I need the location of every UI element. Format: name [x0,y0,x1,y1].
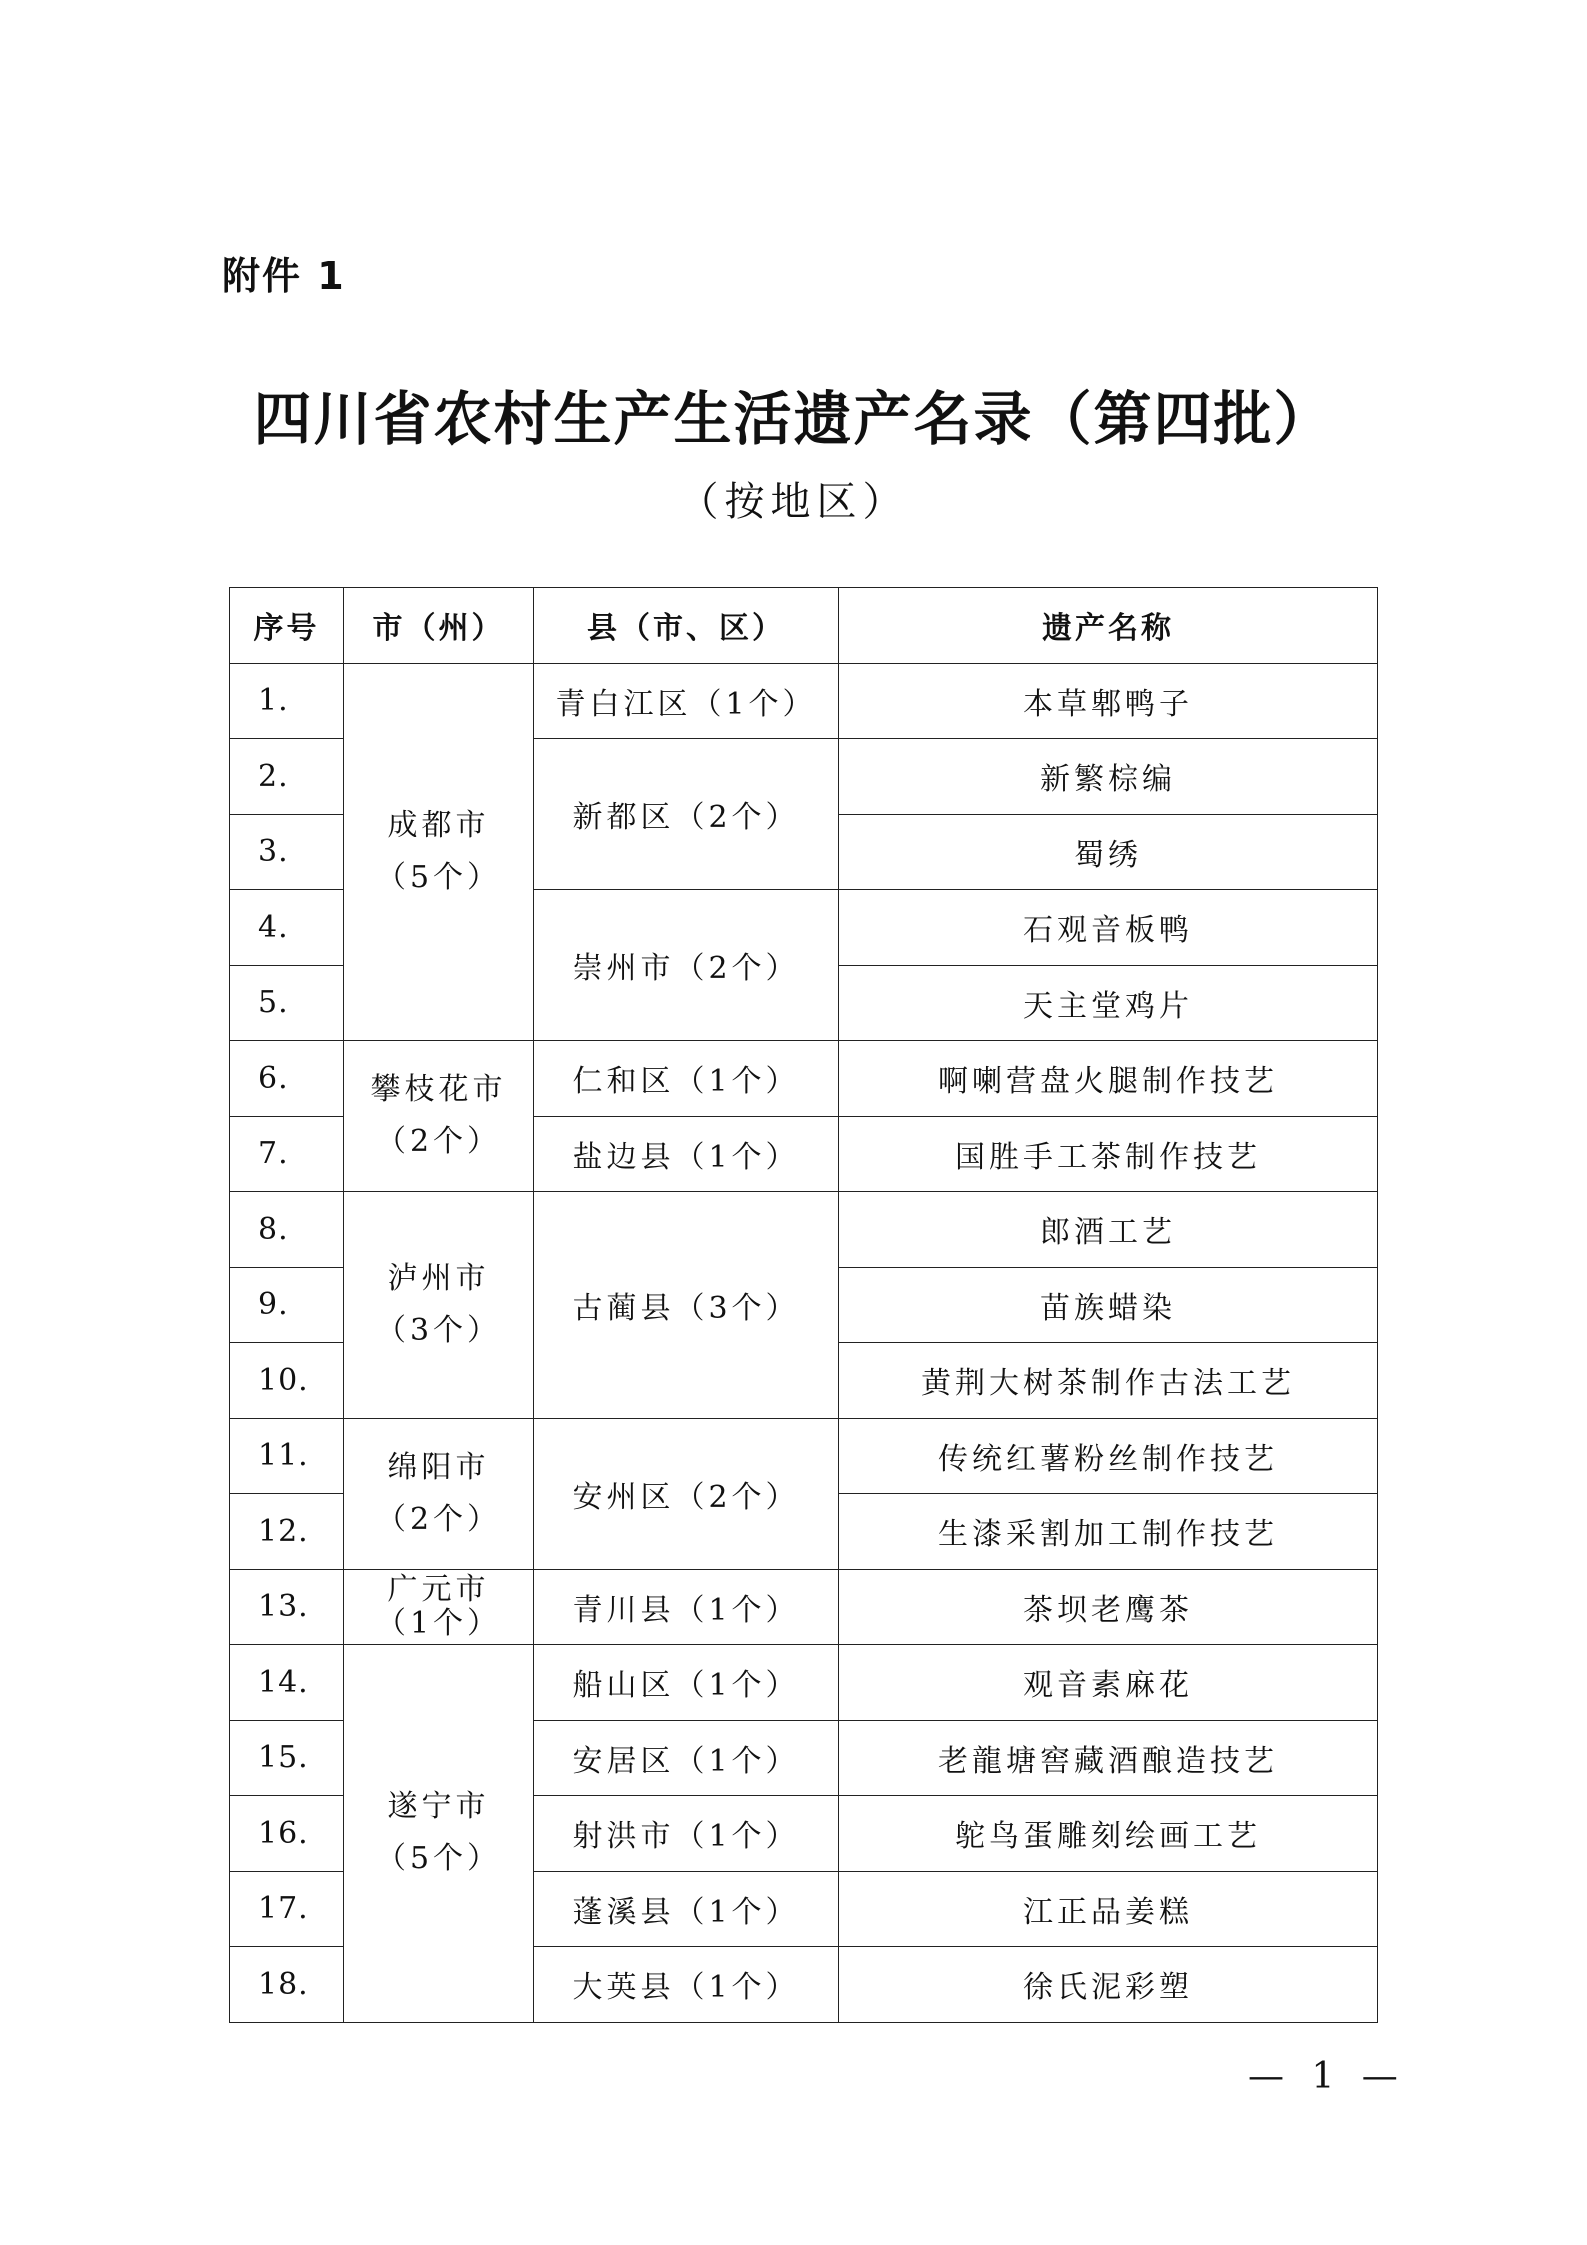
row-seq: 18. [230,1947,344,2023]
heritage-cell: 郎酒工艺 [839,1192,1378,1268]
row-seq: 7. [230,1116,344,1192]
row-seq: 6. [230,1041,344,1117]
row-seq: 4. [230,890,344,966]
header-county: 县（市、区） [534,588,839,664]
city-count: （2个） [375,1124,502,1159]
heritage-cell: 江正品姜糕 [839,1871,1378,1947]
heritage-cell: 啊喇营盘火腿制作技艺 [839,1041,1378,1117]
row-seq: 10. [230,1343,344,1419]
heritage-cell: 石观音板鸭 [839,890,1378,966]
city-name: 遂宁市 [387,1789,490,1825]
header-seq: 序号 [230,588,344,664]
table-header-row [230,588,1378,664]
city-count: （1个） [375,1605,502,1641]
city-name: 泸州市 [387,1260,490,1296]
city-count: （2个） [375,1501,502,1537]
city-name: 绵阳市 [387,1449,490,1485]
table-row [230,1645,1378,1721]
city-cell [344,1041,534,1192]
heritage-cell: 国胜手工茶制作技艺 [839,1116,1378,1192]
county-cell: 崇州市（2个） [534,890,839,1041]
heritage-cell: 老龍塘窖藏酒酿造技艺 [839,1720,1378,1796]
heritage-cell: 本草郫鸭子 [839,663,1378,739]
page-title: 四川省农村生产生活遗产名录（第四批） [253,385,1334,453]
county-cell: 盐边县（1个） [534,1116,839,1192]
heritage-cell: 黄荆大树茶制作古法工艺 [839,1343,1378,1419]
row-seq: 1. [230,663,344,739]
county-cell: 仁和区（1个） [534,1041,839,1117]
heritage-cell: 蜀绣 [839,814,1378,890]
header-city: 市（州） [344,588,534,664]
row-seq: 9. [230,1267,344,1343]
county-cell: 安州区（2个） [534,1418,839,1569]
table-row [230,663,1378,739]
row-seq: 3. [230,814,344,890]
attachment-label: 附件 1 [222,254,346,298]
city-name: 攀枝花市 [370,1072,507,1107]
heritage-table [229,587,1378,2023]
city-cell [344,1569,534,1645]
table-row [230,1418,1378,1494]
page-number: — 1 — [1248,2056,1406,2097]
header-heritage: 遗产名称 [839,588,1378,664]
row-seq: 11. [230,1418,344,1494]
row-seq: 2. [230,739,344,815]
county-cell: 青白江区（1个） [534,663,839,739]
row-seq: 13. [230,1569,344,1645]
city-cell [344,1645,534,2023]
heritage-cell: 茶坝老鹰茶 [839,1569,1378,1645]
county-cell: 安居区（1个） [534,1720,839,1796]
city-cell [344,1192,534,1419]
heritage-cell: 观音素麻花 [839,1645,1378,1721]
row-seq: 14. [230,1645,344,1721]
county-cell: 蓬溪县（1个） [534,1871,839,1947]
row-seq: 5. [230,965,344,1041]
heritage-cell: 苗族蜡染 [839,1267,1378,1343]
county-cell: 大英县（1个） [534,1947,839,2023]
city-count: （3个） [375,1312,502,1348]
county-cell: 新都区（2个） [534,739,839,890]
table-row [230,1041,1378,1117]
heritage-cell: 天主堂鸡片 [839,965,1378,1041]
table-row [230,1192,1378,1268]
heritage-cell: 鸵鸟蛋雕刻绘画工艺 [839,1796,1378,1872]
heritage-cell: 传统红薯粉丝制作技艺 [839,1418,1378,1494]
city-cell [344,1418,534,1569]
city-count: （5个） [375,859,502,895]
row-seq: 17. [230,1871,344,1947]
row-seq: 12. [230,1494,344,1570]
heritage-cell: 生漆采割加工制作技艺 [839,1494,1378,1570]
city-name: 成都市 [387,807,490,843]
county-cell: 射洪市（1个） [534,1796,839,1872]
heritage-cell: 新繁棕编 [839,739,1378,815]
city-name: 广元市 [387,1571,490,1607]
city-cell [344,663,534,1041]
row-seq: 16. [230,1796,344,1872]
county-cell: 船山区（1个） [534,1645,839,1721]
heritage-cell: 徐氏泥彩塑 [839,1947,1378,2023]
page-subtitle: （按地区） [678,479,909,525]
county-cell: 古蔺县（3个） [534,1192,839,1419]
county-cell: 青川县（1个） [534,1569,839,1645]
row-seq: 8. [230,1192,344,1268]
city-count: （5个） [375,1841,502,1877]
row-seq: 15. [230,1720,344,1796]
table-row [230,1569,1378,1645]
